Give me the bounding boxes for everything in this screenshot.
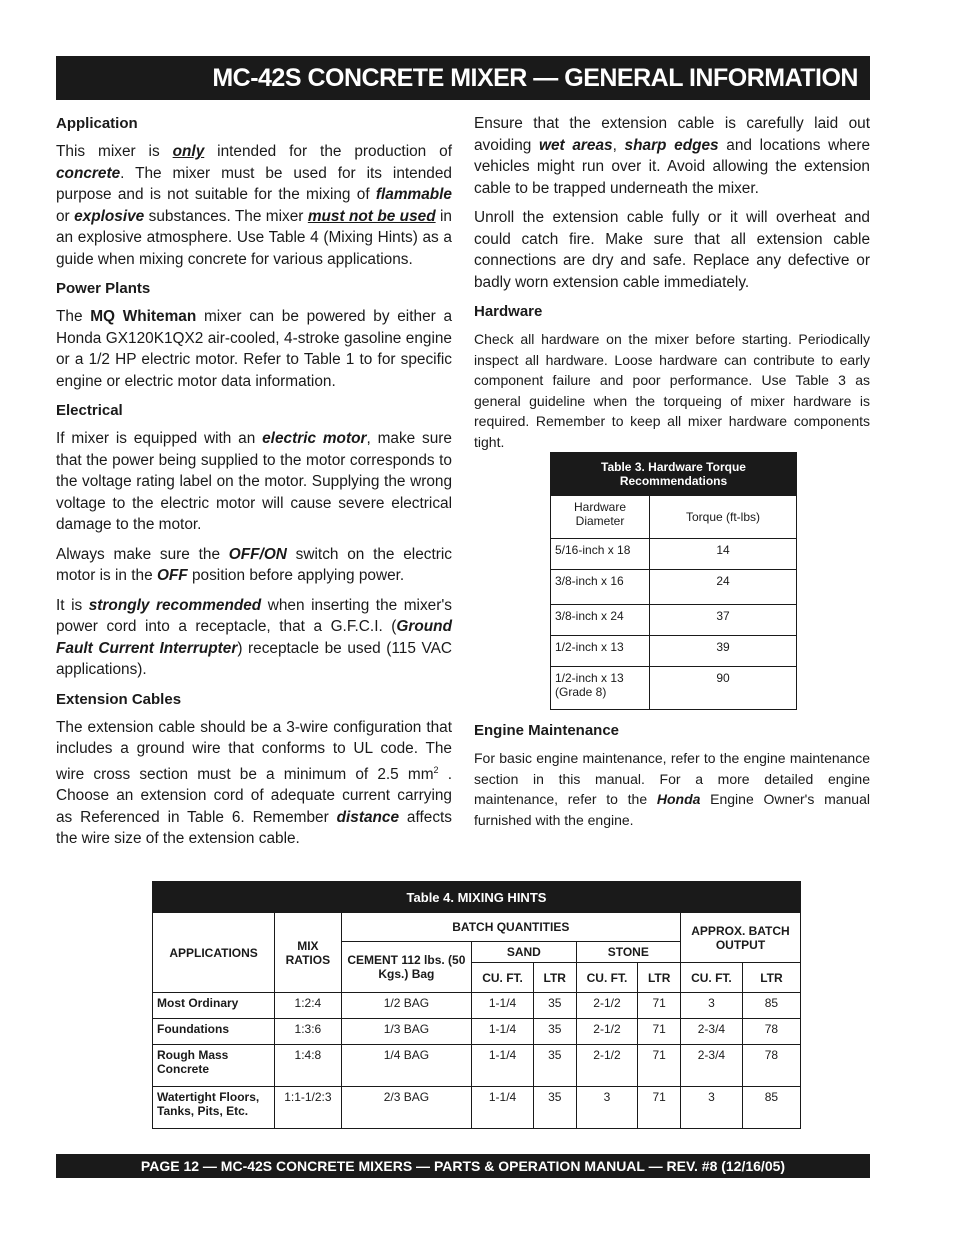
extension-cables-paragraph: The extension cable should be a 3-wire configuration that includes a ground wire that conforms to UL code. The wire cross section must be a minimum of 2.5 $mm^2$ . Choose an extension cord of adequate current carrying as Referenced in Table 6. Remember distance affects the wire size of the extension cable. xyxy=(56,718,453,848)
table4-col-sand: SAND xyxy=(472,942,576,963)
table-row xyxy=(551,570,797,605)
table4-cell-cement: 1/3 BAG xyxy=(341,1019,471,1045)
table3-cell-diameter: 1/2-inch x 13 xyxy=(551,636,650,667)
table3-cell-torque: 37 xyxy=(650,605,797,636)
table-row xyxy=(551,667,797,710)
table-row xyxy=(551,605,797,636)
table4-col-stone-ltr: LTR xyxy=(638,963,681,993)
table3-cell-diameter: 5/16-inch x 18 xyxy=(551,539,650,570)
extension-layout-paragraph: Ensure that the extension cable is carefully laid out avoiding wet areas, sharp edges and locations where vehicles might run over it. Avoid allowing the extension cable to be trapped underneath the mixer. xyxy=(474,115,870,197)
engine-maintenance-section xyxy=(474,720,870,838)
table4-col-output-cuft: CU. FT. xyxy=(680,963,742,993)
table3-cell-torque: 24 xyxy=(650,570,797,605)
right-column xyxy=(474,113,870,460)
table4-col-batch-output: APPROX. BATCH OUTPUT xyxy=(680,913,800,963)
table3-cell-diameter: 1/2-inch x 13 (Grade 8) xyxy=(551,667,650,710)
table-row xyxy=(153,1087,801,1129)
electrical-paragraph-1: If mixer is equipped with an electric motor, make sure that the power being supplied to the motor corresponds to the voltage rating label on the motor. Supplying the wrong voltage to the electric motor will cause severe electrical damage to the motor. xyxy=(56,430,452,533)
table-row xyxy=(551,636,797,667)
power-plants-paragraph: The MQ Whiteman mixer can be powered by either a Honda GX120K1QX2 air-cooled, 4-stroke gasoline engine or a 1/2 HP electric motor. Refer to Table 1 to for specific engine or electric motor data information. xyxy=(56,308,453,390)
table4-cell-output-ltr: 85 xyxy=(742,1087,800,1129)
electrical-paragraph-2: Always make sure the OFF/ON switch on the electric motor is in the OFF position before applying power. xyxy=(56,545,452,584)
table4-cell-application: Foundations xyxy=(153,1019,275,1045)
table4-col-mix-ratios: MIX RATIOS xyxy=(275,913,342,993)
table4-cell-mix: 1:2:4 xyxy=(275,993,342,1019)
table-row xyxy=(153,1019,801,1045)
table4-col-output-ltr: LTR xyxy=(742,963,800,993)
table4-cell-sand-ltr: 35 xyxy=(533,1019,576,1045)
table4-cell-stone-ltr: 71 xyxy=(638,1045,681,1087)
table4-cell-sand-cuft: 1-1/4 xyxy=(472,993,534,1019)
table4-col-stone: STONE xyxy=(576,942,680,963)
table3-cell-diameter: 3/8-inch x 24 xyxy=(551,605,650,636)
table4-cell-sand-ltr: 35 xyxy=(533,1045,576,1087)
table3-col-torque: Torque (ft-lbs) xyxy=(650,496,797,539)
table4-cell-sand-ltr: 35 xyxy=(533,1087,576,1129)
table4-cell-sand-cuft: 1-1/4 xyxy=(472,1019,534,1045)
table4-cell-mix: 1:3:6 xyxy=(275,1019,342,1045)
mixing-hints-table xyxy=(152,881,801,1129)
table4-cell-output-cuft: 3 xyxy=(680,1087,742,1129)
table4-cell-application: Watertight Floors, Tanks, Pits, Etc. xyxy=(153,1087,275,1129)
table3-cell-torque: 90 xyxy=(650,667,797,710)
table4-cell-cement: 1/4 BAG xyxy=(341,1045,471,1087)
table4-cell-sand-cuft: 1-1/4 xyxy=(472,1087,534,1129)
page-title: MC-42S CONCRETE MIXER — GENERAL INFORMATION xyxy=(56,56,870,100)
table4-col-stone-cuft: CU. FT. xyxy=(576,963,638,993)
table-row xyxy=(551,539,797,570)
table4-cell-stone-cuft: 2-1/2 xyxy=(576,993,638,1019)
page-footer: PAGE 12 — MC-42S CONCRETE MIXERS — PARTS & OPERATION MANUAL — REV. #8 (12/16/05) xyxy=(56,1154,870,1178)
section-heading-application: Application xyxy=(56,115,138,132)
table4-cell-mix: 1:4:8 xyxy=(275,1045,342,1087)
table3-title: Table 3. Hardware Torque Recommendations xyxy=(551,453,797,496)
table4-cell-application: Rough Mass Concrete xyxy=(153,1045,275,1087)
section-heading-electrical: Electrical xyxy=(56,402,123,419)
table-row xyxy=(153,1045,801,1087)
extension-unroll-paragraph: Unroll the extension cable fully or it will overheat and could catch fire. Make sure that all extension cable connections are dry and safe. Replace any defective or badly worn extension cable immediately. xyxy=(474,209,870,291)
table4-cell-stone-cuft: 3 xyxy=(576,1087,638,1129)
table4-cell-stone-ltr: 71 xyxy=(638,993,681,1019)
table4-cell-output-ltr: 85 xyxy=(742,993,800,1019)
table3-col-diameter: Hardware Diameter xyxy=(551,496,650,539)
table4-cell-output-cuft: 3 xyxy=(680,993,742,1019)
table4-cell-sand-cuft: 1-1/4 xyxy=(472,1045,534,1087)
application-paragraph: This mixer is only intended for the production of concrete. The mixer must be used for its intended purpose and is not suitable for the mixing of flammable or explosive substances. The mixer must not be used in an explosive atmosphere. Use Table 4 (Mixing Hints) as a guide when mixing concrete for various applications. xyxy=(56,143,453,268)
section-heading-power-plants: Power Plants xyxy=(56,280,151,297)
hardware-torque-table xyxy=(550,452,797,710)
table3-cell-torque: 14 xyxy=(650,539,797,570)
table4-cell-stone-cuft: 2-1/2 xyxy=(576,1045,638,1087)
table4-cell-application: Most Ordinary xyxy=(153,993,275,1019)
section-heading-hardware: Hardware xyxy=(474,303,543,320)
hardware-paragraph: Check all hardware on the mixer before starting. Periodically inspect all hardware. Loose hardware can contribute to early component failure and poor performance. Use Table 3 as general guideline when the torqueing of mixer hardware is required. Remember to keep all mixer hardware components tight. xyxy=(474,331,870,450)
table4-cell-sand-ltr: 35 xyxy=(533,993,576,1019)
table4-col-cement: CEMENT 112 lbs. (50 Kgs.) Bag xyxy=(341,942,471,993)
table4-cell-stone-cuft: 2-1/2 xyxy=(576,1019,638,1045)
section-heading-extension-cables: Extension Cables xyxy=(56,690,182,708)
table4-col-applications: APPLICATIONS xyxy=(153,913,275,993)
table3-cell-torque: 39 xyxy=(650,636,797,667)
table4-cell-stone-ltr: 71 xyxy=(638,1019,681,1045)
table3-cell-diameter: 3/8-inch x 16 xyxy=(551,570,650,605)
electrical-paragraph-3: It is strongly recommended when inserting the mixer's power cord into a receptacle, that a G.F.C.I. (Ground Fault Current Interrupter) receptacle be used (115 VAC applications). xyxy=(56,596,453,678)
table4-cell-cement: 1/2 BAG xyxy=(341,993,471,1019)
section-heading-engine-maintenance: Engine Maintenance xyxy=(474,722,620,739)
table4-col-sand-cuft: CU. FT. xyxy=(472,963,534,993)
table4-cell-output-cuft: 2-3/4 xyxy=(680,1019,742,1045)
table4-col-sand-ltr: LTR xyxy=(533,963,576,993)
table-row xyxy=(153,993,801,1019)
table4-cell-cement: 2/3 BAG xyxy=(341,1087,471,1129)
table4-title: Table 4. MIXING HINTS xyxy=(153,882,801,913)
table4-cell-output-ltr: 78 xyxy=(742,1045,800,1087)
table4-cell-stone-ltr: 71 xyxy=(638,1087,681,1129)
table4-cell-output-ltr: 78 xyxy=(742,1019,800,1045)
engine-maintenance-paragraph: For basic engine maintenance, refer to the engine maintenance section in this manual. For a more detailed engine maintenance, refer to the Honda Engine Owner's manual furnished with the engine. xyxy=(474,750,870,828)
table4-cell-output-cuft: 2-3/4 xyxy=(680,1045,742,1087)
table4-cell-mix: 1:1-1/2:3 xyxy=(275,1087,342,1129)
left-column xyxy=(56,113,452,858)
table4-col-batch-quantities: BATCH QUANTITIES xyxy=(341,913,680,942)
